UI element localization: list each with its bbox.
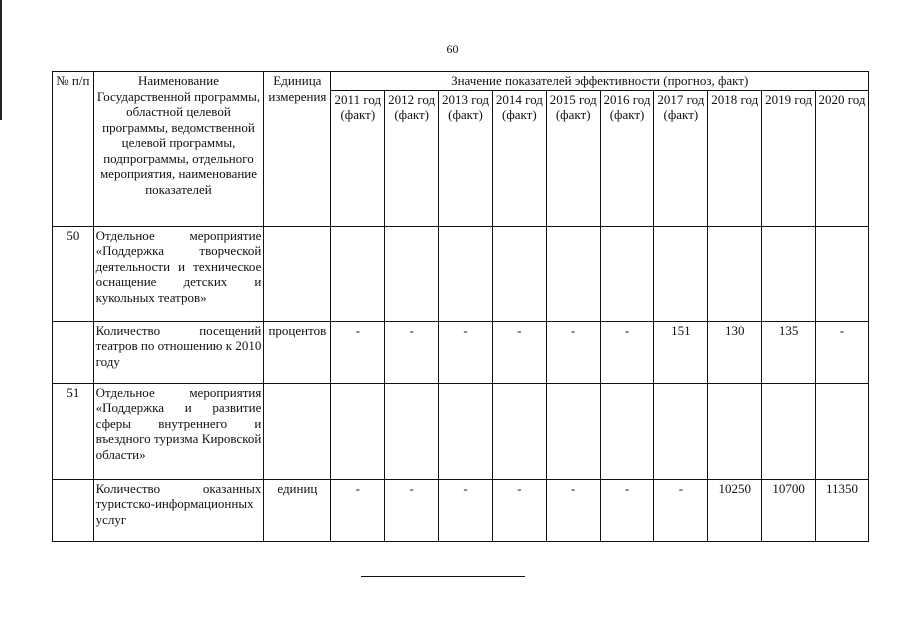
row-value: 130	[708, 321, 762, 383]
header-year: 2020 год	[815, 90, 868, 226]
row-name: Отдельное мероприятия «Поддержка и развитие сферы внутреннего и въездного туризма Кировской области»	[93, 383, 264, 479]
row-value	[546, 383, 600, 479]
row-value: 11350	[815, 479, 868, 541]
row-value: -	[331, 479, 385, 541]
header-name: Наименование Государственной программы, областной целевой программы, ведомственной целевой программы, подпрограммы, отдельного мероприятия, наименование показателей	[93, 72, 264, 227]
row-value	[762, 226, 816, 321]
row-value	[385, 226, 439, 321]
row-value: -	[654, 479, 708, 541]
row-value: 10250	[708, 479, 762, 541]
row-value	[708, 383, 762, 479]
row-value	[331, 226, 385, 321]
row-value	[331, 383, 385, 479]
row-value	[600, 383, 654, 479]
row-value: 151	[654, 321, 708, 383]
row-value	[492, 383, 546, 479]
page-edge-line	[0, 0, 2, 120]
row-value: -	[600, 479, 654, 541]
row-value: -	[600, 321, 654, 383]
row-value	[546, 226, 600, 321]
row-value: -	[492, 321, 546, 383]
row-value: -	[331, 321, 385, 383]
row-unit	[264, 383, 331, 479]
row-value	[439, 383, 493, 479]
header-unit: Единица измерения	[264, 72, 331, 227]
header-year: 2018 год	[708, 90, 762, 226]
row-value	[654, 383, 708, 479]
row-value: -	[546, 479, 600, 541]
table-row	[53, 321, 869, 383]
row-num: 51	[53, 383, 94, 479]
header-num: № п/п	[53, 72, 94, 227]
row-name: Количество посещений театров по отношению к 2010 году	[93, 321, 264, 383]
table-row	[53, 383, 869, 479]
row-num	[53, 321, 94, 383]
row-value: 135	[762, 321, 816, 383]
row-value: -	[439, 321, 493, 383]
row-value	[815, 383, 868, 479]
row-value: -	[546, 321, 600, 383]
header-year: 2015 год (факт)	[546, 90, 600, 226]
row-value	[815, 226, 868, 321]
row-value	[600, 226, 654, 321]
row-unit	[264, 226, 331, 321]
row-value: 10700	[762, 479, 816, 541]
row-num	[53, 479, 94, 541]
row-value: -	[439, 479, 493, 541]
footer-divider	[361, 576, 525, 577]
row-unit: процентов	[264, 321, 331, 383]
header-year: 2019 год	[762, 90, 816, 226]
row-value	[654, 226, 708, 321]
header-year: 2017 год (факт)	[654, 90, 708, 226]
row-value: -	[815, 321, 868, 383]
header-year: 2016 год (факт)	[600, 90, 654, 226]
header-year: 2013 год (факт)	[439, 90, 493, 226]
row-unit: единиц	[264, 479, 331, 541]
row-value	[762, 383, 816, 479]
row-name: Количество оказанных туристско-информационных услуг	[93, 479, 264, 541]
header-year: 2014 год (факт)	[492, 90, 546, 226]
table-row	[53, 479, 869, 541]
table-row	[53, 226, 869, 321]
row-value	[492, 226, 546, 321]
page-number: 60	[446, 42, 459, 56]
row-value: -	[385, 479, 439, 541]
row-value	[385, 383, 439, 479]
row-value: -	[385, 321, 439, 383]
header-year: 2012 год (факт)	[385, 90, 439, 226]
row-value: -	[492, 479, 546, 541]
header-year: 2011 год (факт)	[331, 90, 385, 226]
row-num: 50	[53, 226, 94, 321]
row-value	[708, 226, 762, 321]
indicators-table	[52, 71, 869, 542]
row-value	[439, 226, 493, 321]
header-values-group: Значение показателей эффективности (прогноз, факт)	[331, 72, 869, 91]
row-name: Отдельное мероприятие «Поддержка творческой деятельности и техническое оснащение детских и кукольных театров»	[93, 226, 264, 321]
